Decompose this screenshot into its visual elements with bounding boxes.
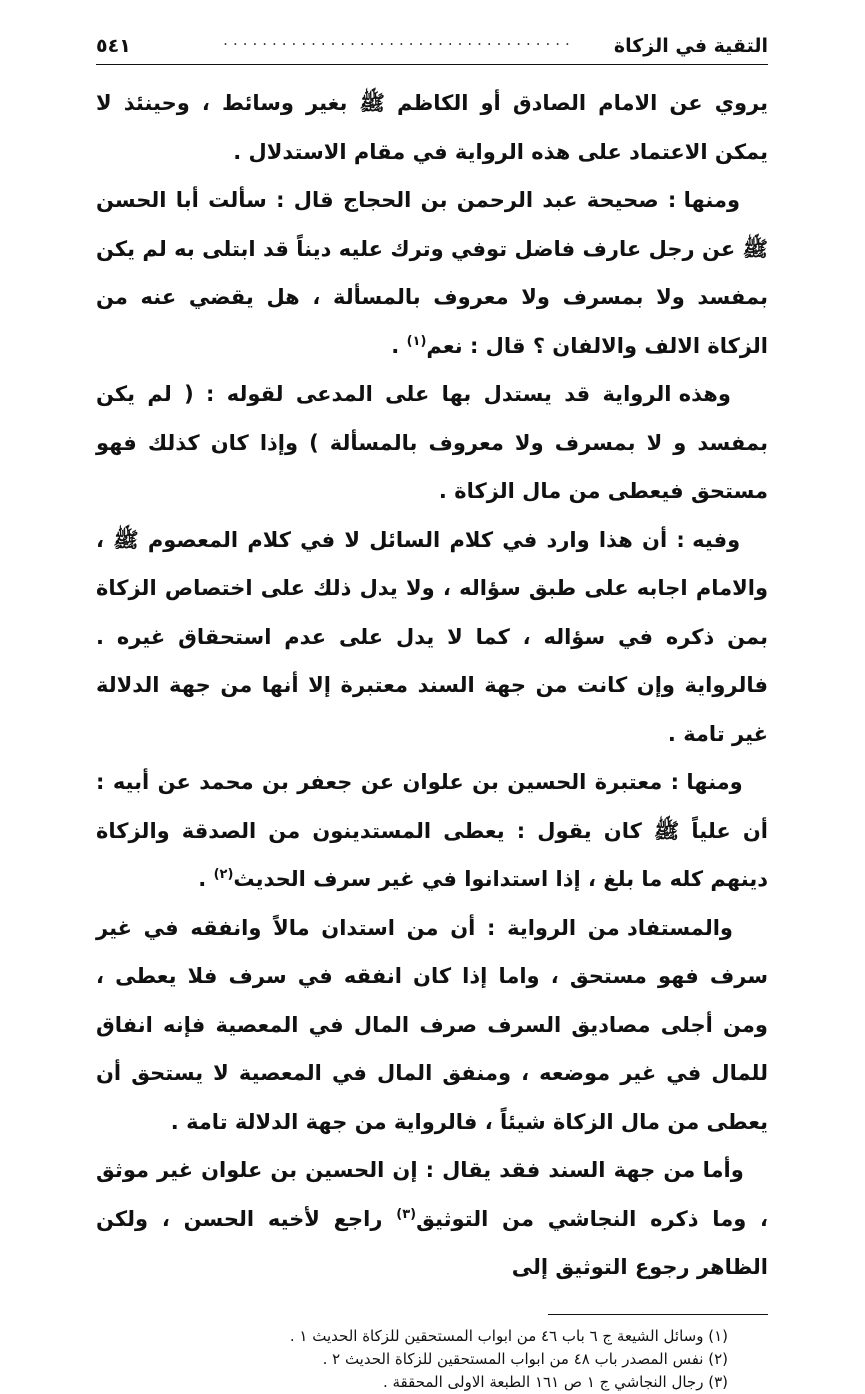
paragraph-text: وفيه : أن هذا وارد في كلام السائل لا في كلام المعصوم ﷺ ، والامام اجابه على طبق سؤاله ، ولا يدل ذلك على اختصاص الزكاة بمن ذكره في سؤاله ، كما لا يدل على عدم استحقاق غيره . فالرواية وإن كانت من جهة السند معتبرة إلا أنها من جهة الدلالة غير تامة .	[96, 527, 768, 746]
main-text	[96, 79, 768, 1292]
paragraph-text: ومنها : صحيحة عبد الرحمن بن الحجاج قال : سألت أبا الحسن ﷺ عن رجل عارف فاضل توفي وترك عليه ديناً قد ابتلى به لم يكن بمفسد ولا بمسرف ولا معروف بالمسألة ، هل يقضي عنه من الزكاة الالف والالفان ؟ قال : نعم	[96, 188, 768, 358]
leader-dots: ....................................	[223, 31, 575, 49]
paragraph	[96, 79, 768, 176]
footnote: (١) وسائل الشيعة ج ٦ باب ٤٦ من ابواب المستحقين للزكاة الحديث ١ .	[289, 1326, 728, 1345]
book-page	[96, 28, 768, 1394]
footnote-divider	[548, 1314, 768, 1315]
paragraph-tail: راجع لأخيه الحسن ، ولكن الظاهر رجوع التوثيق إلى	[96, 1206, 768, 1279]
paragraph	[96, 758, 768, 904]
paragraph-text: والمستفاد من الرواية : أن من استدان مالاً وانفقه في غير سرف فهو مستحق ، واما إذا كان انفقه في سرف فلا يعطى ، ومن أجلى مصاديق السرف صرف المال في المعصية فإنه انفاق للمال في غير موضعه ، ومنفق المال في المعصية لا يستحق أن يعطى من مال الزكاة شيئاً ، فالرواية من جهة الدلالة تامة .	[96, 915, 768, 1134]
paragraph-tail: .	[391, 333, 407, 358]
chapter-title: التقية في الزكاة	[613, 35, 768, 57]
paragraph-text: يروي عن الامام الصادق أو الكاظم ﷺ بغير وسائط ، وحينئذ لا يمكن الاعتماد على هذه الرواية في مقام الاستدلال .	[96, 91, 768, 164]
running-header	[96, 28, 768, 65]
paragraph-text: ومنها : معتبرة الحسين بن علوان عن جعفر بن محمد عن أبيه : أن علياً ﷺ كان يقول : يعطى المستدينون من الصدقة والزكاة دينهم كله ما بلغ ، إذا استدانوا في غير سرف الحديث	[96, 770, 768, 891]
footnote-ref: (٢)	[213, 867, 234, 882]
paragraph	[96, 516, 768, 759]
footnote-ref: (١)	[406, 333, 427, 349]
paragraph	[96, 1146, 768, 1292]
paragraph	[96, 904, 768, 1147]
page-number: ٥٤١	[96, 35, 131, 57]
footnotes	[96, 1325, 768, 1394]
paragraph-text: وهذه الرواية قد يستدل بها على المدعى لقوله : ( لم يكن بمفسد و لا بمسرف ولا معروف بالمسألة ) وإذا كان كذلك فهو مستحق فيعطى من مال الزكاة .	[96, 382, 768, 503]
footnote: (٣) رجال النجاشي ج ١ ص ١٦١ الطبعة الاولى المحققة .	[382, 1372, 728, 1391]
footnote-ref: (٣)	[396, 1206, 417, 1222]
footnote: (٢) نفس المصدر باب ٤٨ من ابواب المستحقين للزكاة الحديث ٢ .	[322, 1349, 728, 1368]
paragraph	[96, 370, 768, 516]
paragraph-text: وأما من جهة السند فقد يقال : إن الحسين بن علوان غير موثق ، وما ذكره النجاشي من التوثيق	[96, 1158, 768, 1231]
paragraph	[96, 176, 768, 370]
paragraph-tail: .	[198, 867, 214, 891]
